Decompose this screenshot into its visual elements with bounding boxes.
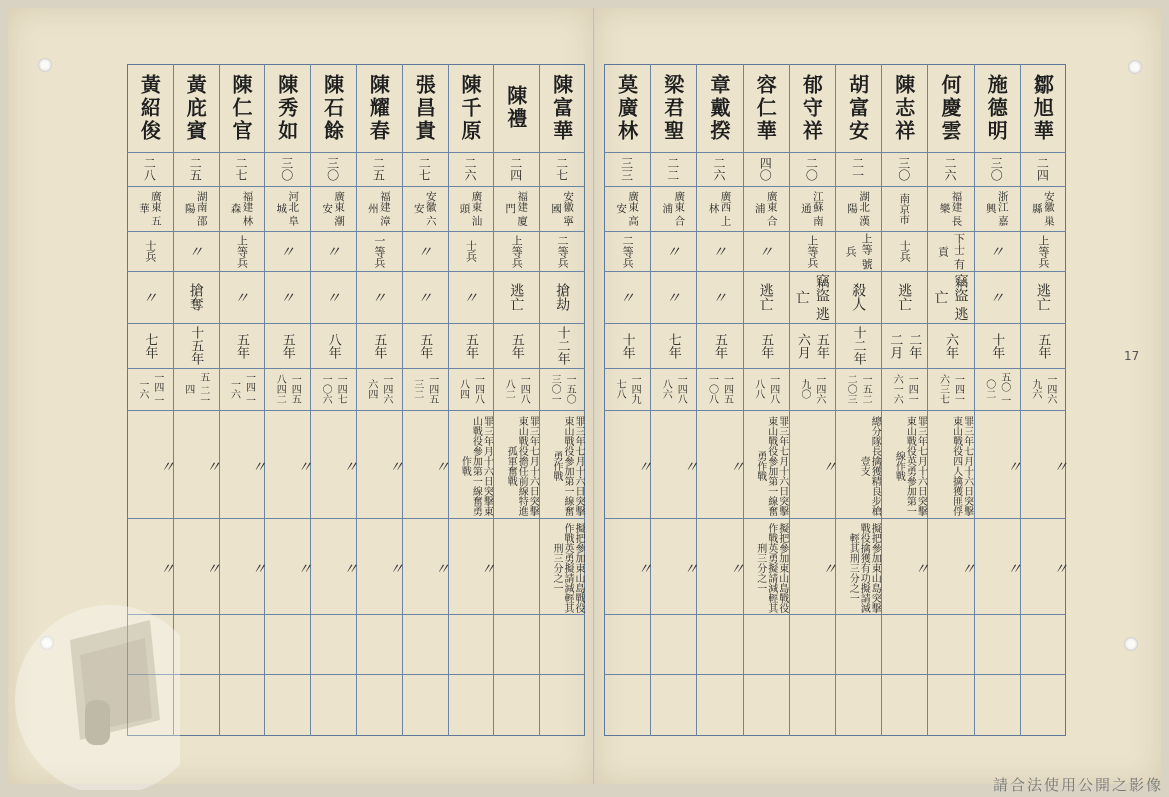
record-name: 何慶雲 (937, 73, 962, 143)
record-name: 郁守祥 (799, 73, 824, 143)
record-place: 廣東 合浦 (753, 191, 778, 226)
record-name: 容仁華 (753, 73, 778, 143)
record-note2: 〃 (157, 560, 176, 576)
record-sentence: 五年 (508, 332, 524, 359)
record-crime: 〃 (987, 289, 1006, 305)
binding-hole (1128, 60, 1142, 74)
record-crime: 逃亡 (896, 283, 913, 311)
record-sentence: 五年 (234, 332, 249, 359)
record-note2: 〃 (681, 560, 700, 576)
record-place: 河北 阜城 (275, 191, 300, 226)
record-sentence: 十年 (989, 332, 1005, 359)
record-crime: 搶劫 (554, 283, 571, 311)
record-rank: 上等兵 (510, 234, 524, 268)
record-rank: 〃 (663, 243, 682, 259)
record-note1: 〃 (1050, 458, 1069, 474)
record-date: 一四七 一〇六 (320, 374, 347, 404)
record-date: 一四六 六四 (365, 374, 392, 404)
record-crime: 竊盜 逃亡 (793, 273, 830, 321)
record-date: 五〇 一〇二 (983, 372, 1010, 406)
record-note2: 〃 (340, 560, 359, 576)
record-note1: 罪三年七月十六日突擊東山戰役參加第一線奮勇作戰 (550, 416, 584, 516)
record-note2: 〃 (1050, 560, 1069, 576)
record-age: 二一 (850, 157, 865, 181)
record-age: 二六 (463, 157, 477, 181)
record-name: 陳石餘 (320, 73, 345, 143)
row-divider (127, 614, 585, 615)
record-date: 一四五 三二 (411, 374, 438, 404)
record-place: 福建 長樂 (938, 191, 963, 226)
record-place: 福建 漳州 (366, 191, 391, 226)
record-age: 四〇 (758, 157, 773, 181)
record-sentence: 五年 (711, 332, 727, 359)
record-name: 陳富華 (549, 73, 574, 143)
record-place: 廣西 上林 (707, 191, 732, 226)
record-place: 福建 廈門 (504, 191, 529, 226)
record-sentence: 十二年 (850, 326, 866, 365)
record-note1: 罪三年七月十六日突擊東山戰役參加第一線奮勇作戰 (754, 416, 788, 516)
record-name: 梁君聖 (660, 73, 685, 143)
record-name: 陳耀春 (366, 73, 391, 143)
record-note2 (494, 519, 538, 613)
record-sentence: 八年 (325, 332, 341, 359)
record-note1: 〃 (295, 458, 314, 474)
record-note2: 〃 (819, 560, 838, 576)
record-name: 陳禮 (503, 85, 528, 131)
record-note1: 〃 (432, 458, 451, 474)
record-crime: 〃 (461, 289, 479, 305)
right-ledger-table (604, 64, 1069, 736)
record-place: 廣東 五華 (137, 191, 162, 226)
record-name: 黃庇賓 (183, 73, 208, 143)
record-place: 廣東 汕頭 (458, 191, 483, 226)
record-note2: 〃 (203, 560, 222, 576)
record-date: 一五〇 三〇一 (549, 374, 576, 404)
record-sentence: 五年 (1035, 332, 1051, 359)
record-note2: 擬把參加東山島突擊戰役擒獲有功擬請減輕其刑三分之一 (847, 523, 881, 613)
record-note1: 罪三年七月十六日突擊東山戰役擔任前線特進孤軍奮戰 (505, 416, 539, 516)
record-rank: 〃 (756, 243, 775, 259)
record-date: 一四一 六一六 (891, 374, 918, 404)
record-note2: 〃 (295, 560, 314, 576)
record-crime: 〃 (415, 289, 434, 305)
record-age: 三〇 (989, 157, 1004, 181)
record-note2: 〃 (386, 560, 405, 576)
record-age: 三三 (619, 157, 634, 181)
record-date: 一五二 二〇三 (845, 374, 872, 404)
record-crime: 〃 (709, 289, 728, 305)
record-crime: 〃 (369, 289, 388, 305)
record-age: 三〇 (279, 157, 294, 181)
record-sentence: 五年 (279, 332, 295, 359)
record-note2: 〃 (635, 560, 654, 576)
record-age: 二八 (142, 157, 157, 181)
record-note1: 〃 (681, 458, 700, 474)
record-place: 廣東 潮安 (321, 191, 346, 226)
record-note1: 〃 (386, 458, 405, 474)
record-date: 一四 一一六 (228, 372, 255, 406)
record-rank: 〃 (277, 243, 296, 259)
record-rank: 上等兵 (805, 234, 819, 268)
record-crime: 〃 (617, 289, 636, 305)
record-note1: 〃 (157, 458, 176, 474)
record-name: 陳秀如 (274, 73, 299, 143)
record-date: 一四八 八八 (752, 374, 779, 404)
record-sentence: 五年 (417, 332, 433, 359)
record-date: 一四五 八四二 (274, 374, 301, 404)
record-note2: 〃 (1004, 560, 1023, 576)
record-age: 二二 (665, 157, 680, 181)
record-place: 浙江 嘉興 (984, 191, 1009, 226)
record-name: 陳志祥 (891, 73, 916, 143)
record-note1: 總分隊長擒獲精良步槍壹支 (858, 416, 881, 516)
record-age: 二四 (1035, 157, 1050, 181)
record-rank: 上等兵 (1036, 234, 1050, 268)
record-date: 一四五 一〇八 (706, 374, 733, 404)
record-place: 安徽 巢縣 (1030, 191, 1055, 226)
record-date: 一四一 六三七 (937, 374, 964, 404)
record-note2: 〃 (478, 560, 497, 576)
record-name: 施德明 (984, 73, 1009, 143)
record-crime: 搶奪 (187, 283, 204, 311)
record-name: 胡富安 (845, 73, 870, 143)
record-rank: 士兵 (898, 240, 912, 262)
left-ledger-table (127, 64, 585, 736)
record-crime: 逃亡 (1034, 283, 1051, 311)
record-sentence: 五年 (371, 332, 387, 359)
record-rank: 〃 (186, 243, 205, 259)
record-crime: 〃 (277, 289, 296, 305)
record-rank: 士兵 (143, 240, 157, 262)
record-crime: 逃亡 (757, 283, 774, 311)
record-date: 一四九 七八 (614, 374, 641, 404)
record-rank: 士兵 (464, 240, 478, 262)
record-rank: 二等兵 (556, 234, 570, 268)
record-date: 五 二一四 (182, 372, 209, 406)
record-rank: 上等 號兵 (844, 232, 874, 270)
record-place: 安徽 六安 (412, 191, 437, 226)
record-note2: 〃 (727, 560, 746, 576)
record-rank: 上等兵 (235, 234, 249, 268)
record-age: 二五 (371, 157, 386, 181)
record-sentence: 十五年 (188, 326, 204, 365)
record-crime: 〃 (232, 289, 250, 305)
record-age: 二七 (234, 157, 248, 181)
record-name: 陳仁官 (229, 73, 253, 143)
record-note1: 罪三年七月十六日突擊東山戰役四人擒獲匪俘 (950, 416, 973, 516)
record-crime: 〃 (140, 289, 159, 305)
record-date: 一四 一一六 (136, 372, 163, 406)
record-age: 二四 (508, 157, 523, 181)
binding-hole (1124, 637, 1138, 651)
row-divider (604, 614, 1066, 615)
row-divider (604, 674, 1066, 675)
archive-logo-icon (0, 600, 180, 790)
record-note2: 擬把參加東山島戰役作戰英勇擬請減輕其刑三分之一 (550, 523, 584, 613)
record-sentence: 五年 (758, 332, 774, 359)
record-date: 一四八 八二 (503, 374, 530, 404)
record-age: 二七 (417, 157, 432, 181)
record-rank: 〃 (709, 243, 728, 259)
record-rank: 一等兵 (372, 234, 386, 268)
record-name: 黃紹俊 (137, 73, 162, 143)
record-date: 一四八 八六 (660, 374, 687, 404)
record-name: 鄒旭華 (1030, 73, 1055, 143)
record-sentence: 五年 (463, 332, 478, 359)
record-crime: 逃亡 (508, 283, 525, 311)
record-note2: 〃 (958, 560, 977, 576)
record-place: 廣東 合浦 (661, 191, 686, 226)
record-place: 湖南 邵陽 (183, 191, 208, 226)
record-name: 陳千原 (458, 73, 482, 143)
record-name: 莫廣林 (614, 73, 639, 143)
record-note1: 〃 (819, 458, 838, 474)
record-place: 湖北 漢陽 (846, 191, 871, 226)
record-rank: 下士 有貢 (936, 232, 966, 270)
record-date: 一四六 九〇 (798, 374, 825, 404)
record-note2: 〃 (249, 560, 268, 576)
record-note1: 〃 (727, 458, 746, 474)
record-note1: 〃 (340, 458, 359, 474)
record-place: 福建 林森 (229, 191, 254, 226)
record-age: 三〇 (896, 157, 911, 181)
record-rank: 〃 (987, 243, 1006, 259)
record-sentence: 十二年 (554, 326, 570, 365)
record-rank: 二等兵 (621, 234, 635, 268)
binding-hole (38, 58, 52, 72)
watermark-text: 請合法使用公開之影像 (992, 776, 1163, 794)
record-sentence: 二年 二月 (887, 332, 922, 359)
record-rank: 〃 (323, 243, 342, 259)
record-sentence: 五年 六月 (794, 332, 829, 359)
record-crime: 竊盜 逃亡 (932, 273, 969, 321)
record-note1: 罪三年七月十六日突擊東山戰役英勇參加第一線作戰 (893, 416, 927, 516)
record-sentence: 六年 (942, 332, 958, 359)
record-name: 章戴揆 (706, 73, 731, 143)
record-place: 廣東 高安 (615, 191, 640, 226)
record-sentence: 十年 (619, 332, 635, 359)
record-age: 二七 (554, 157, 569, 181)
record-place: 安徽 寧國 (550, 191, 575, 226)
record-age: 三〇 (325, 157, 340, 181)
record-place: 南京市 (898, 192, 911, 225)
record-age: 二〇 (804, 157, 819, 181)
record-place: 江蘇 南通 (799, 191, 824, 226)
record-sentence: 七年 (142, 332, 158, 359)
record-note1: 〃 (635, 458, 654, 474)
page-number: 17 (1124, 349, 1140, 363)
record-age: 二六 (711, 157, 726, 181)
record-crime: 殺人 (850, 283, 867, 311)
record-age: 二五 (188, 157, 203, 181)
record-crime: 〃 (323, 289, 342, 305)
record-note2: 擬把參加東山島戰役作戰英勇擬請減輕其刑三分之一 (754, 523, 788, 613)
record-rank: 〃 (415, 243, 434, 259)
record-age: 二六 (942, 157, 957, 181)
record-date: 一四八 八四 (457, 374, 484, 404)
record-note2: 〃 (912, 560, 931, 576)
record-crime: 〃 (663, 289, 682, 305)
record-note2: 〃 (432, 560, 451, 576)
record-note1: 罪三年月十六日突擊東山戰役參加第一線奮勇作戰 (459, 416, 493, 516)
record-note1: 〃 (249, 458, 268, 474)
record-note1: 〃 (203, 458, 222, 474)
record-sentence: 七年 (665, 332, 681, 359)
record-note1: 〃 (1004, 458, 1023, 474)
record-date: 一四六 九六 (1029, 374, 1056, 404)
record-name: 張昌貴 (412, 73, 437, 143)
row-divider (127, 674, 585, 675)
